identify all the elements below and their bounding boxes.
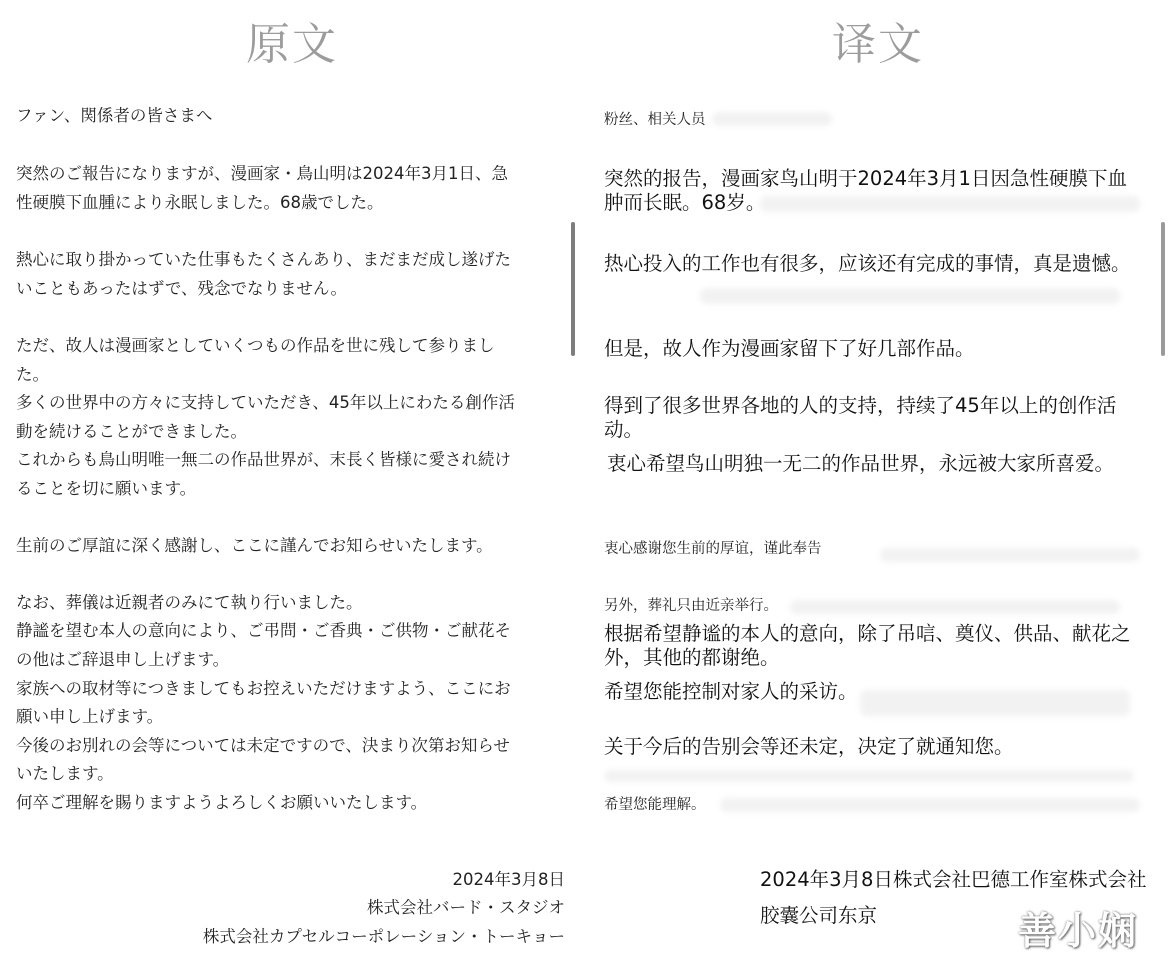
zh-paragraph: 关于今后的告别会等还未定，决定了就通知您。 [604,735,1014,758]
zh-paragraph: 衷心希望鸟山明独一无二的作品世界，永远被大家所喜爱。 [607,452,1115,475]
translation-heading: 译文 [832,19,924,70]
jp-paragraph-line: 生前のご厚誼に深く感謝し、ここに謹んでお知らせいたします。 [16,536,493,555]
zh-paragraph: 但是，故人作为漫画家留下了好几部作品。 [604,337,975,360]
jp-signature-date: 2024年3月8日 [452,870,565,889]
jp-paragraph-line: ることを切に願います。 [16,479,197,498]
jp-paragraph-line: 動を続けることができました。 [16,422,247,441]
jp-paragraph-line: 家族への取材等につきましてもお控えいただけますよう、ここにお [16,679,511,698]
jp-paragraph-line: 突然のご報告になりますが、漫画家・鳥山明は2024年3月1日、急 [16,164,508,183]
jp-paragraph-line: 多くの世界中の方々に支持していただき、45年以上にわたる創作活 [16,393,515,412]
jp-paragraph-line: 今後のお別れの会等については未定ですので、決まり次第お知らせ [16,736,510,755]
jp-paragraph-line: いたします。 [16,764,114,783]
jp-paragraph-line: 何卒ご理解を賜りますようよろしくお願いいたします。 [16,793,428,812]
original-text-heading: 原文 [246,19,338,70]
zh-paragraph: 根据希望静谧的本人的意向，除了吊唁、奠仪、供品、献花之外，其他的都谢绝。 [604,622,1131,669]
watermark-text: 善小娴 [1018,909,1139,953]
jp-signature-company: 株式会社バード・スタジオ [367,898,565,917]
zh-paragraph: 热心投入的工作也有很多，应该还有完成的事情，真是遗憾。 [604,252,1131,275]
zh-paragraph: 希望您能理解。 [604,797,706,813]
jp-salutation: ファン、関係者の皆さまへ [16,106,213,125]
scrollbar-thumb[interactable] [1161,222,1165,356]
zh-paragraph: 衷心感谢您生前的厚谊，谨此奉告 [604,541,822,557]
zh-salutation: 粉丝、相关人员 [604,112,706,128]
zh-paragraph: 得到了很多世界各地的人的支持，持续了45年以上的创作活动。 [604,394,1117,441]
jp-paragraph-line: 性硬膜下血腫により永眠しました。68歳でした。 [16,193,384,212]
jp-paragraph-line: これからも鳥山明唯一無二の作品世界が、末長く皆様に愛され続け [16,450,511,469]
jp-signature-company: 株式会社カプセルコーポレーション・トーキョー [202,927,565,946]
jp-paragraph-line: なお、葬儀は近親者のみにて執り行いました。 [16,593,363,612]
scrollbar-thumb[interactable] [571,222,575,356]
zh-signature: 2024年3月8日株式会社巴德工作室株式会社胶囊公司东京 [760,868,1147,927]
jp-paragraph-line: た。 [16,365,49,384]
jp-paragraph-line: の他はご辞退申し上げます。 [16,650,230,669]
zh-paragraph: 另外，葬礼只由近亲举行。 [604,598,778,614]
zh-paragraph: 突然的报告，漫画家鸟山明于2024年3月1日因急性硬膜下血肿而长眠。68岁。 [604,167,1127,214]
jp-paragraph-line: いこともあったはずで、残念でなりません。 [16,279,347,298]
jp-paragraph-line: 願い申し上げます。 [16,707,164,726]
jp-paragraph-line: 静謐を望む本人の意向により、ご弔問・ご香典・ご供物・ご献花そ [16,621,511,640]
jp-paragraph-line: 熱心に取り掛かっていた仕事もたくさんあり、まだまだ成し遂げた [16,250,511,269]
jp-paragraph-line: ただ、故人は漫画家としていくつもの作品を世に残して参りまし [16,336,495,355]
zh-paragraph: 希望您能控制对家人的采访。 [604,680,858,703]
